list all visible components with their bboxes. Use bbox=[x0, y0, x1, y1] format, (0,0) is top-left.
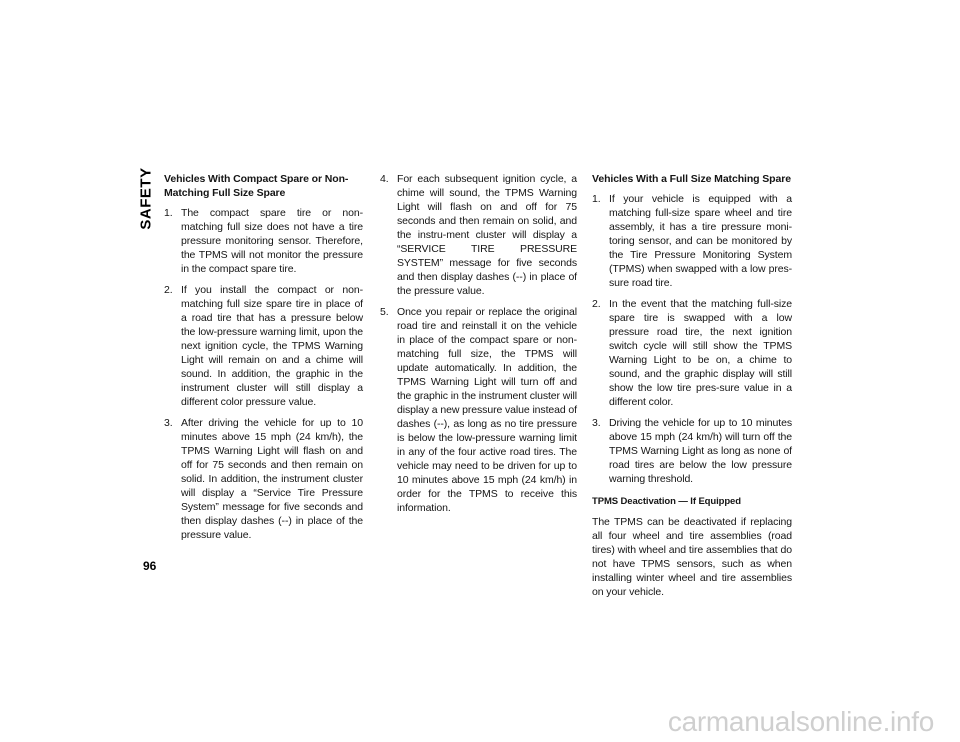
page-number: 96 bbox=[143, 559, 157, 573]
step-text: Driving the vehicle for up to 10 minutes above 15 mph (24 km/h) will turn off the TPMS Warning Light as long as none of road tires are below the low pressure warning threshold. bbox=[609, 417, 792, 485]
list-item bbox=[164, 206, 363, 276]
step-number: 3. bbox=[592, 417, 601, 429]
paragraph-tpms-deactivation: The TPMS can be deactivated if replacing all four wheel and tire assemblies (road tires) with wheel and tire assemblies that do not have TPMS sensors, such as when installing winter wheel and tire assemblies on your vehicle. bbox=[592, 516, 792, 598]
list-item bbox=[164, 416, 363, 542]
step-number: 4. bbox=[380, 173, 389, 185]
step-number: 2. bbox=[592, 298, 601, 310]
step-text: If your vehicle is equipped with a matching full-size spare wheel and tire assembly, it has a tire pressure moni-toring sensor, and can be monitored by the Tire Pressure Monitoring System (TPMS) when swapped with a low pres-sure road tire. bbox=[609, 193, 792, 289]
step-number: 5. bbox=[380, 306, 389, 318]
list-item bbox=[380, 172, 577, 298]
heading-full-size-spare: Vehicles With a Full Size Matching Spare bbox=[592, 173, 791, 185]
step-number: 3. bbox=[164, 417, 173, 429]
column-continued-steps bbox=[380, 172, 577, 522]
step-text: For each subsequent ignition cycle, a chime will sound, the TPMS Warning Light will flash on and off for 75 seconds and then remain on solid, and the instru-ment cluster will display a “SERVICE TIRE PRESSURE SYSTEM” message for five seconds and then display dashes (--) in place of the pressure value. bbox=[397, 173, 577, 297]
column-full-size-spare bbox=[592, 172, 792, 599]
section-tab bbox=[134, 167, 164, 240]
step-text: Once you repair or replace the original road tire and reinstall it on the vehicle in place of the compact spare or non-matching full size, the TPMS will update automatically. In addition, the TPMS Warning Light will turn off and the graphic in the instrument cluster will display a new pressure value instead of dashes (--), as long as no tire pressure is below the low-pressure warning limit in any of the four active road tires. The vehicle may need to be driven for up to 10 minutes above 15 mph (24 km/h) in order for the TPMS to receive this information. bbox=[397, 306, 577, 514]
step-text: After driving the vehicle for up to 10 minutes above 15 mph (24 km/h), the TPMS Warning Light will flash on and off for 75 seconds and then remain on solid. In addition, the instrument cluster will display a “Service Tire Pressure System” message for five seconds and then display dashes (--) in place of the pressure value. bbox=[181, 417, 363, 541]
heading-tpms-deactivation: TPMS Deactivation — If Equipped bbox=[592, 496, 741, 507]
column-compact-spare bbox=[164, 172, 363, 549]
heading-compact-spare: Vehicles With Compact Spare or Non-Matching Full Size Spare bbox=[164, 173, 349, 199]
step-text: In the event that the matching full-size spare tire is swapped with a low pressure road tire, the next ignition switch cycle will still show the TPMS Warning Light to be on, a chime to sound, and the graphic display will still show the low tire pres-sure value in a different color. bbox=[609, 298, 792, 408]
step-number: 1. bbox=[164, 207, 173, 219]
step-text: If you install the compact or non-matching full size spare tire in place of a road tire that has a pressure below the low-pressure warning limit, upon the next ignition cycle, the TPMS Warning Light will remain on and a chime will sound. In addition, the graphic in the instrument cluster will still display a different color pressure value. bbox=[181, 284, 363, 408]
steps-continued bbox=[380, 172, 577, 515]
steps-full-size-spare bbox=[592, 192, 792, 486]
list-item bbox=[592, 416, 792, 486]
section-tab-label: SAFETY bbox=[137, 167, 155, 230]
list-item bbox=[592, 192, 792, 290]
step-number: 1. bbox=[592, 193, 601, 205]
step-text: The compact spare tire or non-matching full size does not have a tire pressure monitoring sensor. Therefore, the TPMS will not monitor the pressure in the compact spare tire. bbox=[181, 207, 363, 275]
list-item bbox=[592, 297, 792, 409]
watermark: carmanualsonline.info bbox=[667, 706, 934, 737]
list-item bbox=[380, 305, 577, 515]
list-item bbox=[164, 283, 363, 409]
steps-compact-spare bbox=[164, 206, 363, 542]
step-number: 2. bbox=[164, 284, 173, 296]
